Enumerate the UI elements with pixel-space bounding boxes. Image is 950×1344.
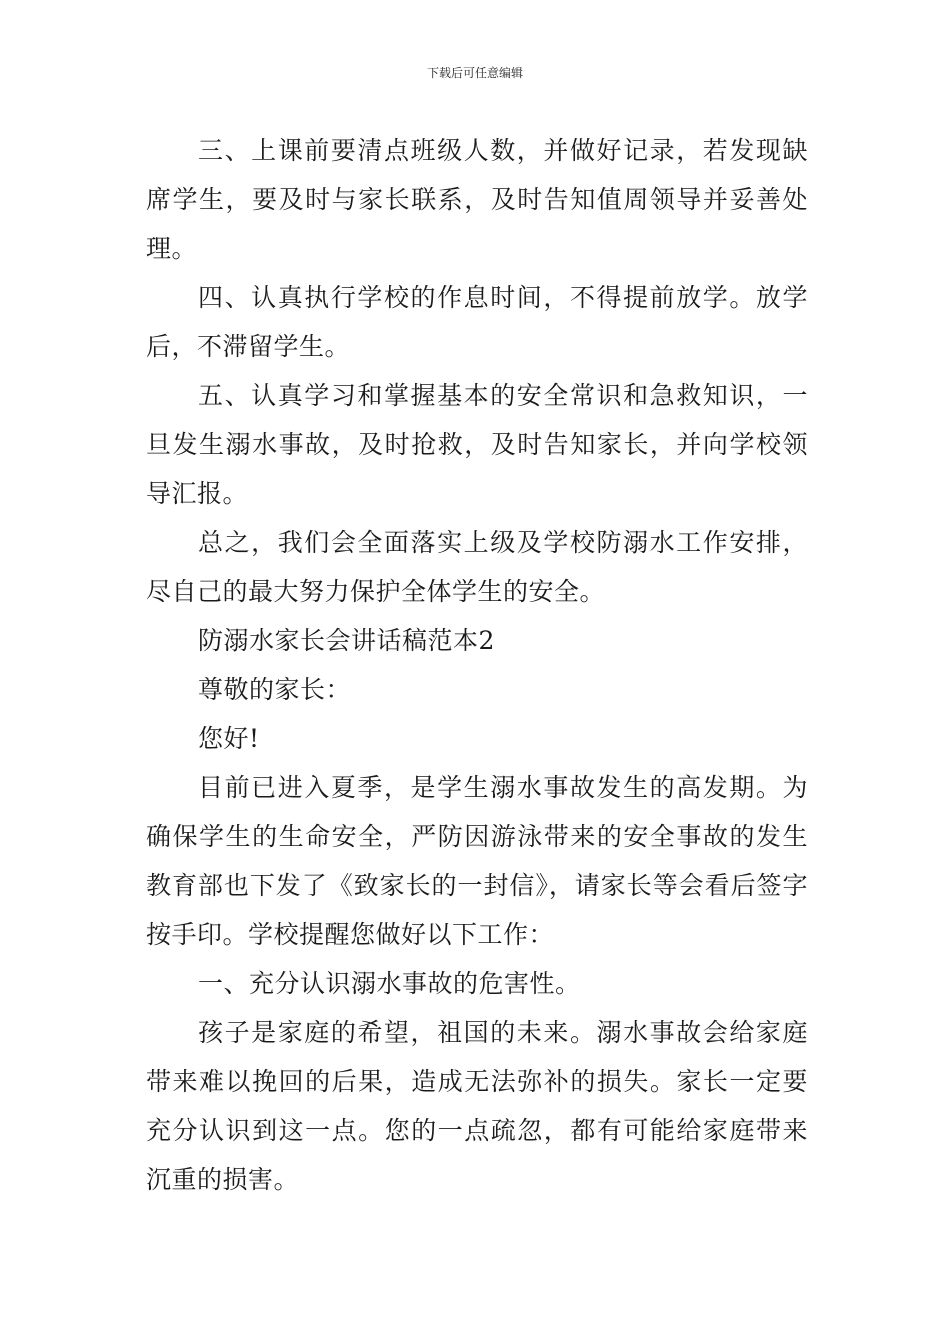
paragraph-point-1-body: 孩子是家庭的希望，祖国的未来。溺水事故会给家庭带来难以挽回的后果，造成无法弥补的损失。家长一定要充分认识到这一点。您的一点疏忽，都有可能给家庭带来沉重的损害。 bbox=[146, 1018, 808, 1194]
document-body bbox=[146, 126, 808, 1204]
paragraph-intro: 目前已进入夏季，是学生溺水事故发生的高发期。为确保学生的生命安全，严防因游泳带来的安全事故的发生教育部也下发了《致家长的一封信》，请家长等会看后签字按手印。学校提醒您做好以下工作： bbox=[146, 773, 808, 949]
paragraph-point-1-heading: 一、充分认识溺水事故的危害性。 bbox=[198, 969, 581, 998]
greeting: 您好! bbox=[198, 724, 260, 753]
salutation: 尊敬的家长： bbox=[198, 675, 352, 704]
paragraph-item-3: 三、上课前要清点班级人数，并做好记录，若发现缺席学生，要及时与家长联系，及时告知值周领导并妥善处理。 bbox=[146, 136, 808, 263]
paragraph-item-4: 四、认真执行学校的作息时间，不得提前放学。放学后，不滞留学生。 bbox=[146, 283, 808, 361]
paragraph-conclusion: 总之，我们会全面落实上级及学校防溺水工作安排，尽自己的最大努力保护全体学生的安全。 bbox=[146, 528, 808, 606]
page-header-note: 下载后可任意编辑 bbox=[426, 66, 523, 80]
paragraph-item-5: 五、认真学习和掌握基本的安全常识和急救知识，一旦发生溺水事故，及时抢救，及时告知家长，并向学校领导汇报。 bbox=[146, 381, 808, 508]
section-title: 防溺水家长会讲话稿范本2 bbox=[198, 626, 495, 655]
